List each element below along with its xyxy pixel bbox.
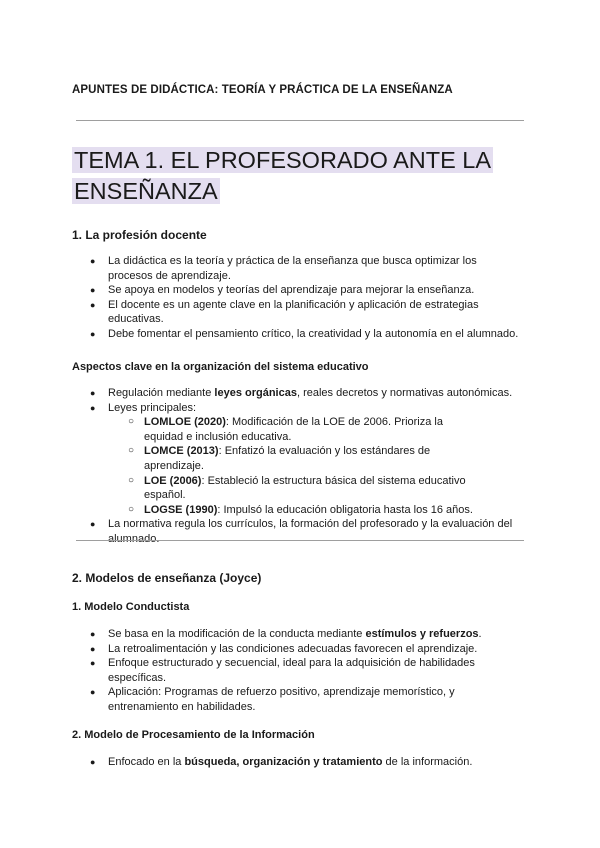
bullet-icon: ● bbox=[90, 328, 96, 339]
divider-top bbox=[76, 120, 524, 121]
bullet-icon: ● bbox=[90, 687, 96, 698]
list-item: ● Regulación mediante leyes orgánicas, reales decretos y normativas autonómicas. bbox=[90, 387, 513, 399]
aspects-heading: Aspectos clave en la organización del sistema educativo bbox=[72, 361, 369, 373]
model2-list bbox=[0, 755, 520, 770]
law-item: ○ LOGSE (1990): Impulsó la educación obligatoria hasta los 16 años. bbox=[128, 503, 473, 516]
aspects-list bbox=[0, 386, 520, 547]
list-item: ● La normativa regula los currículos, la formación del profesorado y la evaluación del alumnado. bbox=[90, 518, 513, 545]
bullet-icon: ● bbox=[90, 643, 96, 654]
divider-middle bbox=[76, 540, 524, 541]
list-item: ● Debe fomentar el pensamiento crítico, la creatividad y la autonomía en el alumnado. bbox=[90, 327, 519, 340]
circle-bullet-icon: ○ bbox=[128, 503, 135, 515]
list-item: ● Enfocado en la búsqueda, organización y tratamiento de la información. bbox=[90, 756, 473, 768]
list-item: ● La didáctica es la teoría y práctica de la enseñanza que busca optimizar los procesos de aprendizaje. bbox=[90, 255, 477, 282]
bullet-icon: ● bbox=[90, 519, 96, 530]
list-item: ● Se apoya en modelos y teorías del aprendizaje para mejorar la enseñanza. bbox=[90, 284, 475, 297]
list-item: ● La retroalimentación y las condiciones adecuadas favorecen el aprendizaje. bbox=[90, 642, 478, 655]
bullet-icon: ● bbox=[90, 256, 96, 266]
page-title bbox=[72, 145, 532, 207]
laws-sublist bbox=[108, 415, 520, 517]
circle-bullet-icon: ○ bbox=[128, 416, 135, 428]
list-item: ● El docente es un agente clave en la planificación y aplicación de estrategias educativas. bbox=[90, 298, 479, 326]
list-item: ● Leyes principales: ○ LOMLOE (2020): Modificación de la LOE de 2006. Prioriza la equidad e inclusión educativa. ○ LOMCE (2013): Enfatizó la evaluación y los estándares de aprendizaje. ○ LOE (2006): Estableció la estructura básica del sistema educativo español. ○ LOGSE (1990): Impulsó la educación obligatoria hasta los 16 años. bbox=[0, 401, 520, 518]
circle-bullet-icon: ○ bbox=[128, 445, 135, 457]
bullet-icon: ● bbox=[90, 285, 96, 296]
section-heading-modelos: 2. Modelos de enseñanza (Joyce) bbox=[72, 571, 262, 585]
law-item: ○ LOMCE (2013): Enfatizó la evaluación y los estándares de aprendizaje. bbox=[128, 445, 431, 472]
circle-bullet-icon: ○ bbox=[128, 474, 135, 486]
section-heading-profesion: 1. La profesión docente bbox=[72, 228, 207, 242]
bullet-icon: ● bbox=[90, 629, 96, 639]
list-item: ● Enfoque estructurado y secuencial, ideal para la adquisición de habilidades específicas. bbox=[90, 657, 475, 684]
bullet-icon: ● bbox=[90, 299, 96, 310]
title-line-2: ENSEÑANZA bbox=[74, 178, 218, 204]
model2-heading: 2. Modelo de Procesamiento de la Información bbox=[72, 729, 315, 741]
bullet-icon: ● bbox=[90, 388, 96, 398]
list-item: ● Aplicación: Programas de refuerzo positivo, aprendizaje memorístico, y entrenamiento en habilidades. bbox=[90, 686, 455, 713]
law-item: ○ LOMLOE (2020): Modificación de la LOE de 2006. Prioriza la equidad e inclusión educativa. bbox=[128, 416, 443, 443]
model1-list bbox=[0, 627, 520, 715]
title-line-1: TEMA 1. EL PROFESORADO ANTE LA bbox=[74, 147, 492, 173]
profesion-list bbox=[0, 254, 520, 342]
list-item: ● Se basa en la modificación de la conducta mediante estímulos y refuerzos. bbox=[90, 628, 482, 640]
bullet-icon: ● bbox=[90, 757, 96, 767]
bullet-icon: ● bbox=[90, 658, 96, 669]
model1-heading: 1. Modelo Conductista bbox=[72, 601, 190, 613]
bullet-icon: ● bbox=[90, 402, 96, 413]
document-header: APUNTES DE DIDÁCTICA: TEORÍA Y PRÁCTICA DE LA ENSEÑANZA bbox=[72, 84, 453, 96]
law-item: ○ LOE (2006): Estableció la estructura básica del sistema educativo español. bbox=[128, 474, 466, 502]
